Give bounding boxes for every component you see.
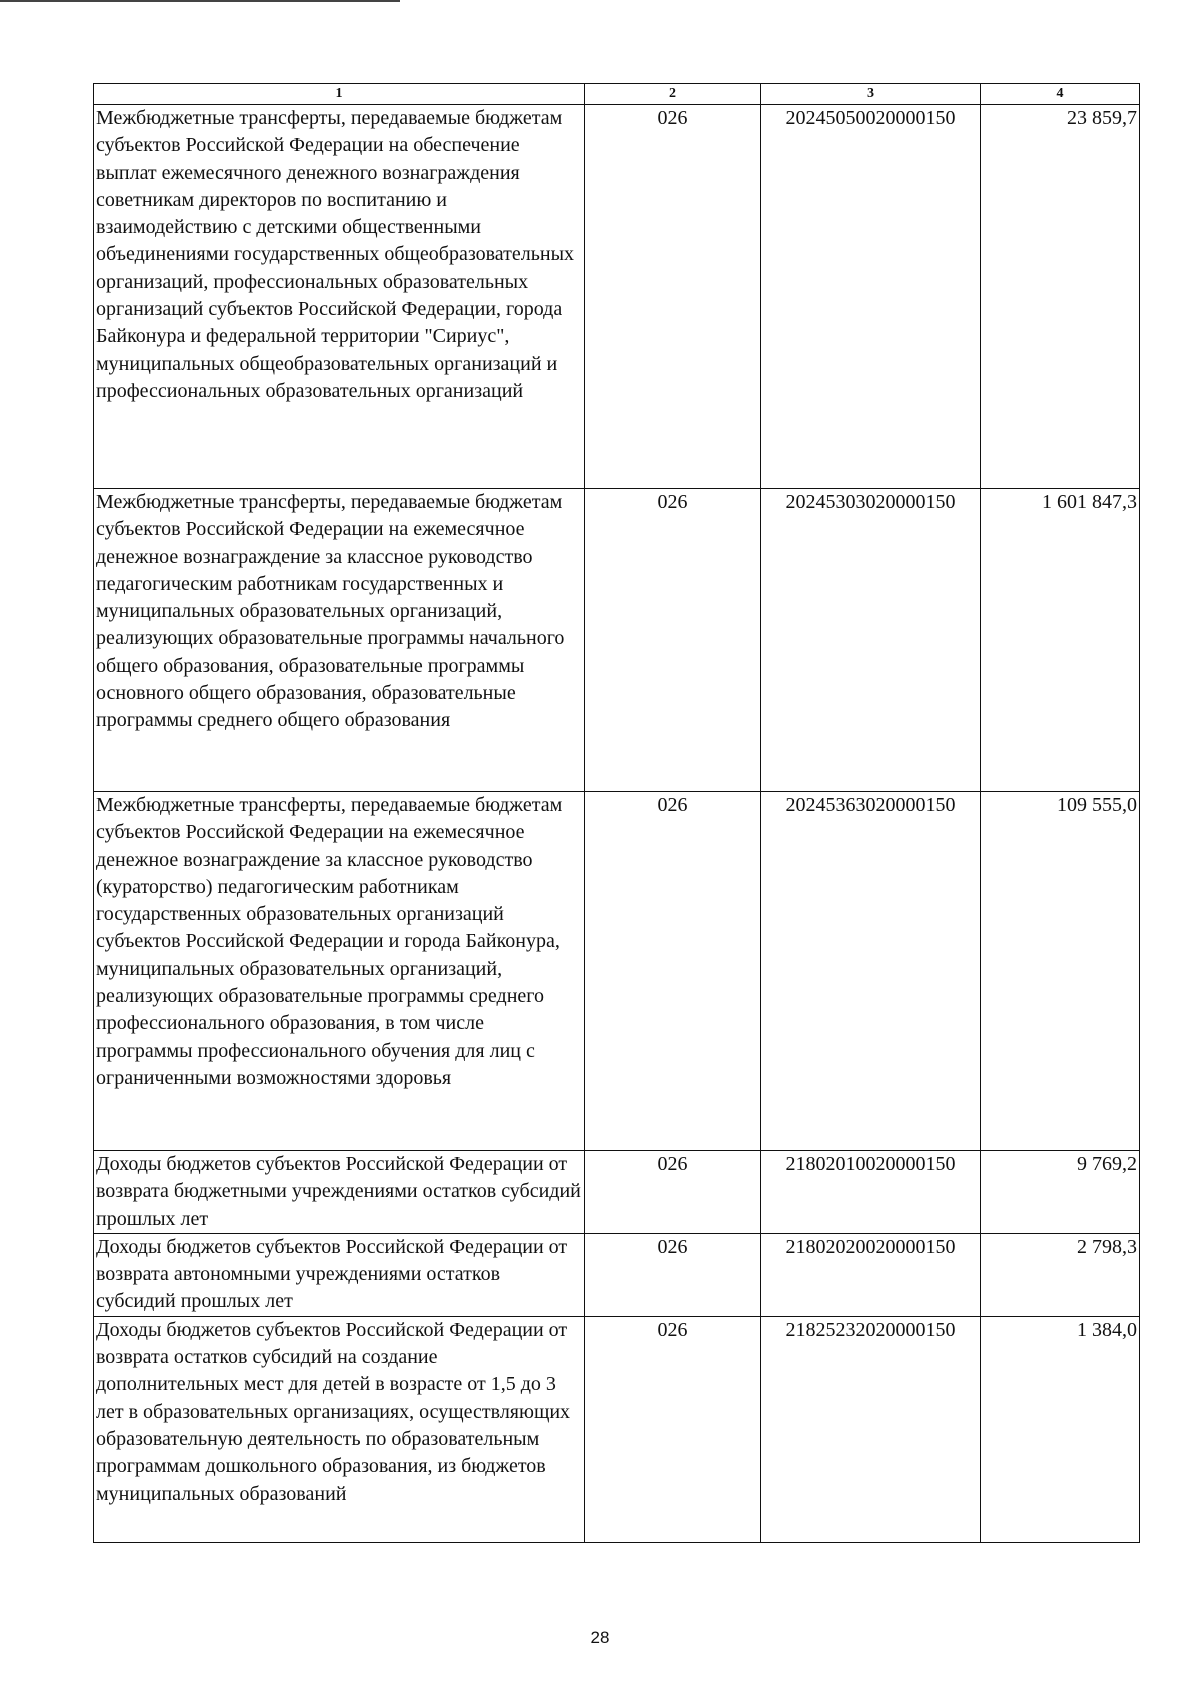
table-row: [94, 1151, 1140, 1234]
column-number-3: 3: [761, 84, 981, 105]
amount-cell: 2 798,3: [981, 1233, 1140, 1316]
amount-cell: 1 601 847,3: [981, 489, 1140, 792]
revenue-name-cell: Межбюджетные трансферты, передаваемые бюджетам субъектов Российской Федерации на ежемесячное денежное вознаграждение за классное руководство (кураторство) педагогическим работникам государственных образовательных организаций субъектов Российской Федерации и города Байконура, муниципальных образовательных организаций, реализующих образовательные программы среднего профессионального образования, в том числе программы профессионального обучения для лиц с ограниченными возможностями здоровья: [94, 792, 585, 1151]
kbk-code-cell: 21802010020000150: [761, 1151, 981, 1234]
kbk-code-cell: 20245363020000150: [761, 792, 981, 1151]
amount-cell: 9 769,2: [981, 1151, 1140, 1234]
column-number-2: 2: [585, 84, 761, 105]
admin-code-cell: 026: [585, 1151, 761, 1234]
revenue-name-cell: Доходы бюджетов субъектов Российской Федерации от возврата автономными учреждениями остатков субсидий прошлых лет: [94, 1233, 585, 1316]
table-row: [94, 1233, 1140, 1316]
amount-cell: 23 859,7: [981, 105, 1140, 489]
table-row: [94, 105, 1140, 489]
kbk-code-cell: 20245050020000150: [761, 105, 981, 489]
budget-revenue-table: [93, 83, 1140, 1543]
admin-code-cell: 026: [585, 1316, 761, 1542]
table-row: [94, 1316, 1140, 1542]
revenue-name-cell: Доходы бюджетов субъектов Российской Федерации от возврата остатков субсидий на создание дополнительных мест для детей в возрасте от 1,5 до 3 лет в образовательных организациях, осуществляющих образовательную деятельность по образовательным программам дошкольного образования, из бюджетов муниципальных образований: [94, 1316, 585, 1542]
admin-code-cell: 026: [585, 1233, 761, 1316]
admin-code-cell: 026: [585, 105, 761, 489]
amount-cell: 109 555,0: [981, 792, 1140, 1151]
revenue-name-cell: Доходы бюджетов субъектов Российской Федерации от возврата бюджетными учреждениями остатков субсидий прошлых лет: [94, 1151, 585, 1234]
amount-cell: 1 384,0: [981, 1316, 1140, 1542]
column-number-1: 1: [94, 84, 585, 105]
admin-code-cell: 026: [585, 792, 761, 1151]
table-row: [94, 489, 1140, 792]
column-number-row: [94, 84, 1140, 105]
admin-code-cell: 026: [585, 489, 761, 792]
kbk-code-cell: 21802020020000150: [761, 1233, 981, 1316]
page-number: 28: [590, 1628, 610, 1647]
column-number-4: 4: [981, 84, 1140, 105]
revenue-name-cell: Межбюджетные трансферты, передаваемые бюджетам субъектов Российской Федерации на ежемесячное денежное вознаграждение за классное руководство педагогическим работникам государственных и муниципальных образовательных организаций, реализующих образовательные программы начального общего образования, образовательные программы основного общего образования, образовательные программы среднего общего образования: [94, 489, 585, 792]
kbk-code-cell: 20245303020000150: [761, 489, 981, 792]
top-edge-rule: [0, 0, 400, 2]
table-row: [94, 792, 1140, 1151]
revenue-name-cell: Межбюджетные трансферты, передаваемые бюджетам субъектов Российской Федерации на обеспечение выплат ежемесячного денежного вознаграждения советникам директоров по воспитанию и взаимодействию с детскими общественными объединениями государственных общеобразовательных организаций, профессиональных образовательных организаций субъектов Российской Федерации, города Байконура и федеральной территории "Сириус", муниципальных общеобразовательных организаций и профессиональных образовательных организаций: [94, 105, 585, 489]
kbk-code-cell: 21825232020000150: [761, 1316, 981, 1542]
